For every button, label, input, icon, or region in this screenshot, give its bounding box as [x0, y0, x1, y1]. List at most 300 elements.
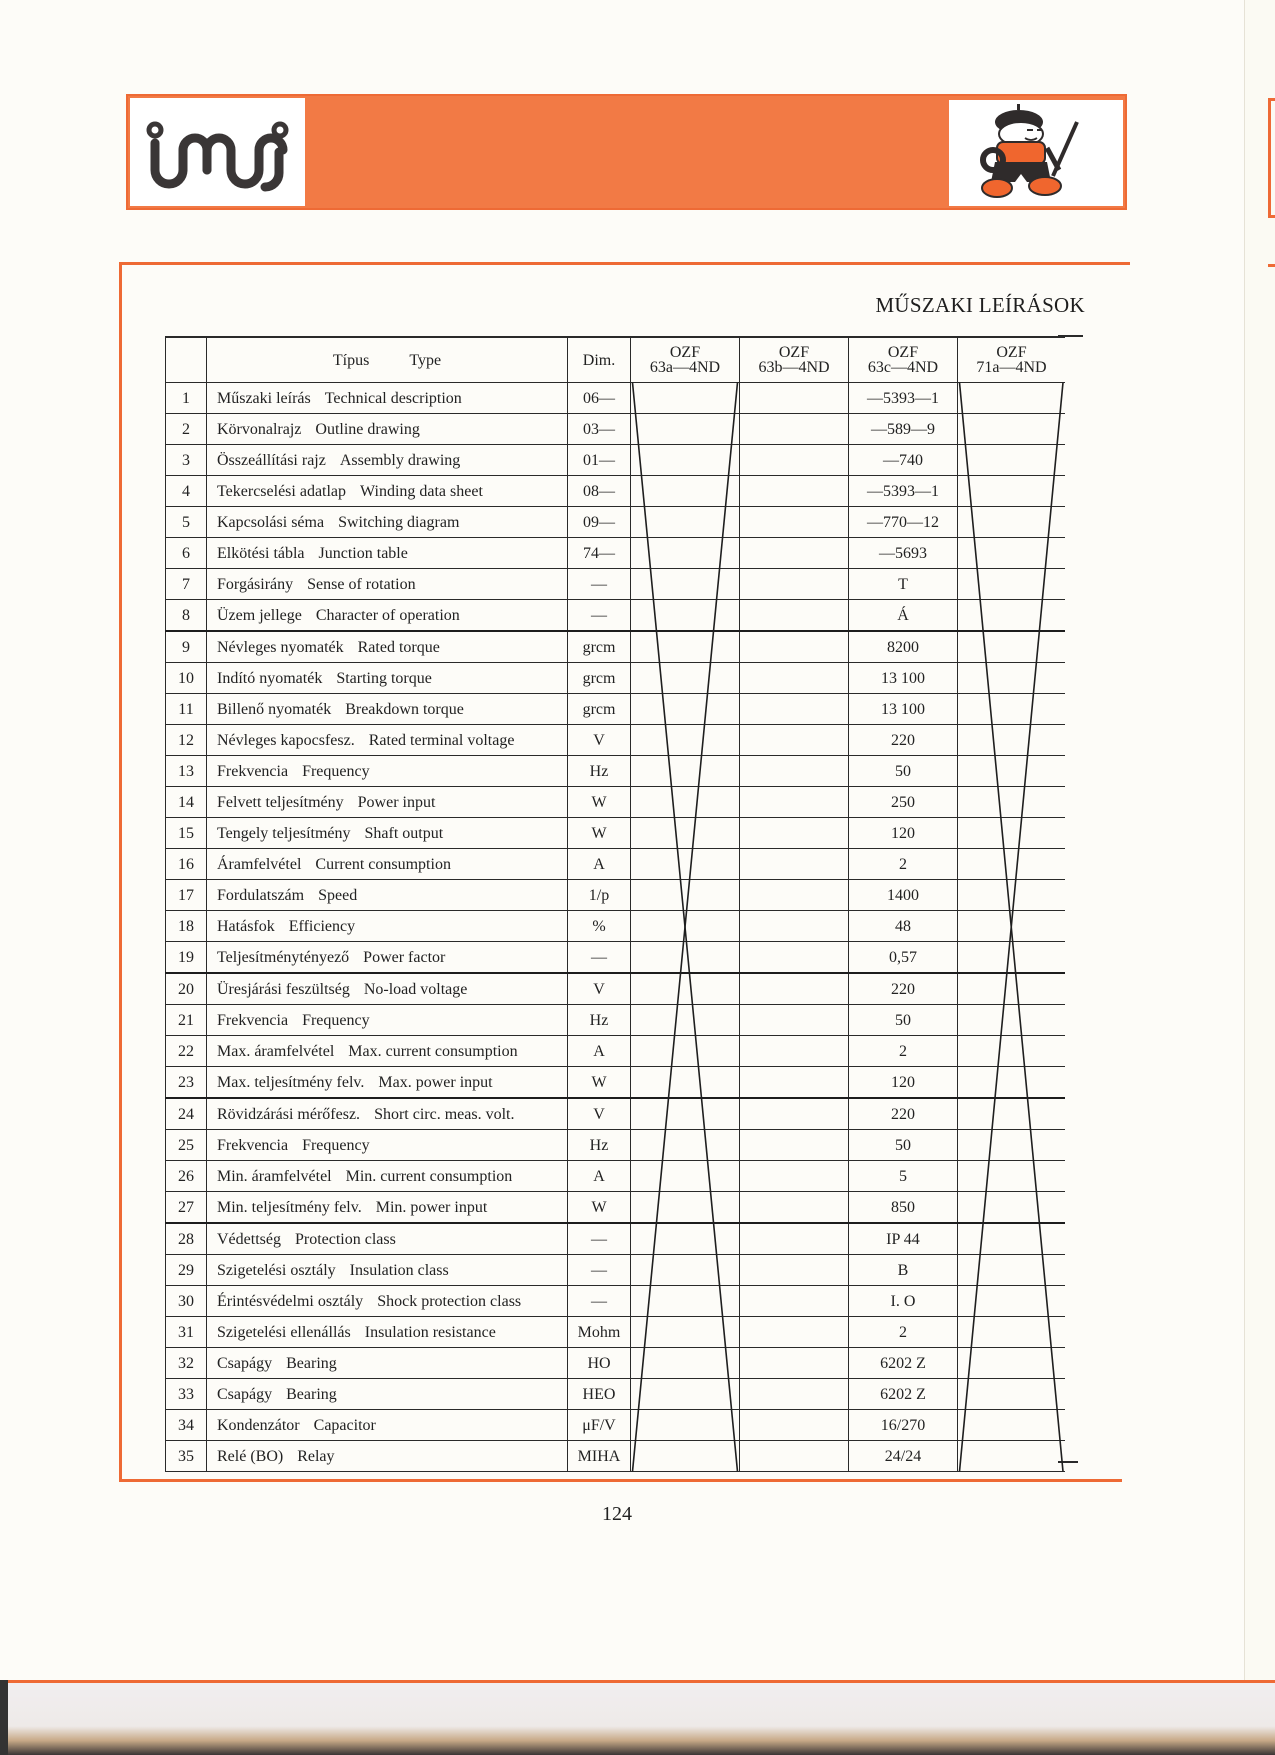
row-type: [207, 600, 568, 632]
row-type-en: Power factor: [363, 948, 446, 966]
row-value-63c: 50: [849, 1130, 958, 1161]
row-number: 32: [166, 1348, 207, 1379]
row-type-en: Min. current consumption: [345, 1167, 513, 1185]
row-number: 14: [166, 787, 207, 818]
row-type-hu: Áramfelvétel: [217, 855, 302, 873]
row-number: 9: [166, 631, 207, 663]
row-dim: W: [568, 787, 631, 818]
row-type-hu: Min. teljesítmény felv.: [217, 1198, 362, 1216]
row-number: 8: [166, 600, 207, 632]
table-row: [166, 787, 1066, 818]
row-value-63b: [740, 1067, 849, 1099]
row-value-63b: [740, 600, 849, 632]
row-value-63a: [631, 631, 740, 663]
mascot-icon: [949, 100, 1123, 206]
row-number: 25: [166, 1130, 207, 1161]
row-value-71a: [958, 1067, 1066, 1099]
row-value-63c: 50: [849, 756, 958, 787]
row-number: 22: [166, 1036, 207, 1067]
row-type: [207, 663, 568, 694]
row-dim: Hz: [568, 1005, 631, 1036]
row-dim: 08—: [568, 476, 631, 507]
row-number: 30: [166, 1286, 207, 1317]
row-value-63c: 2: [849, 1317, 958, 1348]
row-dim: MIHA: [568, 1441, 631, 1472]
row-value-63c: 220: [849, 725, 958, 756]
row-type-en: Min. power input: [375, 1198, 488, 1216]
section-title: MŰSZAKI LEÍRÁSOK: [875, 293, 1085, 317]
header-model-1-line2: 63a—4ND: [649, 359, 721, 376]
header-type: [207, 337, 568, 383]
table-bottom-rule-extension: [1058, 1461, 1078, 1463]
row-value-63a: [631, 414, 740, 445]
row-value-63a: [631, 1441, 740, 1472]
row-type-en: Frequency: [302, 1011, 370, 1029]
row-value-63b: [740, 725, 849, 756]
row-number: 11: [166, 694, 207, 725]
row-value-63b: [740, 1379, 849, 1410]
row-value-71a: [958, 1036, 1066, 1067]
row-value-63a: [631, 1379, 740, 1410]
row-type-hu: Tengely teljesítmény: [217, 824, 351, 842]
row-value-71a: [958, 1130, 1066, 1161]
row-type-en: Max. current consumption: [348, 1042, 518, 1060]
next-page-rule-edge: [1268, 264, 1275, 267]
row-type: [207, 1130, 568, 1161]
row-value-71a: [958, 600, 1066, 632]
row-value-63c: 120: [849, 818, 958, 849]
header-model-3-line2: 63c—4ND: [867, 359, 939, 376]
row-dim: HEO: [568, 1379, 631, 1410]
row-value-63b: [740, 507, 849, 538]
row-value-63a: [631, 725, 740, 756]
table-row: [166, 942, 1066, 974]
row-type-en: Junction table: [318, 544, 408, 562]
row-value-63c: —740: [849, 445, 958, 476]
row-number: 1: [166, 383, 207, 414]
row-type: [207, 507, 568, 538]
row-type: [207, 756, 568, 787]
row-type: [207, 1192, 568, 1224]
row-value-63c: 850: [849, 1192, 958, 1224]
logo-box: [130, 98, 305, 206]
row-dim: —: [568, 942, 631, 974]
table-row: [166, 849, 1066, 880]
row-value-63c: 16/270: [849, 1410, 958, 1441]
row-type-hu: Frekvencia: [217, 762, 289, 780]
row-type-en: Max. power input: [378, 1073, 493, 1091]
row-value-71a: [958, 787, 1066, 818]
row-number: 28: [166, 1223, 207, 1255]
header-model-3: [849, 337, 958, 383]
row-value-63b: [740, 1317, 849, 1348]
row-dim: 09—: [568, 507, 631, 538]
row-value-63c: Á: [849, 600, 958, 632]
row-number: 2: [166, 414, 207, 445]
row-value-63b: [740, 1255, 849, 1286]
row-value-63a: [631, 694, 740, 725]
row-value-63b: [740, 1348, 849, 1379]
row-value-63a: [631, 818, 740, 849]
row-value-63c: 2: [849, 849, 958, 880]
row-value-71a: [958, 1223, 1066, 1255]
table-row: [166, 880, 1066, 911]
row-type-en: Power input: [357, 793, 436, 811]
row-value-63b: [740, 1130, 849, 1161]
row-dim: A: [568, 849, 631, 880]
row-type: [207, 445, 568, 476]
row-number: 4: [166, 476, 207, 507]
table-body: [166, 383, 1066, 1472]
row-dim: —: [568, 1286, 631, 1317]
row-value-63c: —5393—1: [849, 476, 958, 507]
row-value-63c: B: [849, 1255, 958, 1286]
row-number: 23: [166, 1067, 207, 1099]
row-value-63b: [740, 973, 849, 1005]
row-value-63b: [740, 538, 849, 569]
row-value-63a: [631, 1036, 740, 1067]
row-number: 29: [166, 1255, 207, 1286]
table-row: [166, 1410, 1066, 1441]
row-type-hu: Védettség: [217, 1230, 281, 1248]
row-value-63c: 8200: [849, 631, 958, 663]
row-value-63c: T: [849, 569, 958, 600]
row-value-71a: [958, 1379, 1066, 1410]
row-value-63b: [740, 663, 849, 694]
header-model-4: [958, 337, 1066, 383]
row-type-en: Frequency: [302, 1136, 370, 1154]
row-type-en: Winding data sheet: [360, 482, 483, 500]
header-band: [126, 94, 1127, 210]
row-value-71a: [958, 1255, 1066, 1286]
row-number: 5: [166, 507, 207, 538]
spec-table: [165, 336, 1065, 1472]
row-value-63a: [631, 1348, 740, 1379]
row-type: [207, 1255, 568, 1286]
row-type-hu: Összeállítási rajz: [217, 451, 326, 469]
mascot-box: [949, 100, 1123, 206]
row-value-63c: I. O: [849, 1286, 958, 1317]
row-value-63b: [740, 414, 849, 445]
row-type-en: Rated torque: [357, 638, 440, 656]
row-type-en: Capacitor: [313, 1416, 376, 1434]
umi-logo-icon: [130, 98, 305, 206]
row-value-63b: [740, 1192, 849, 1224]
row-type-hu: Szigetelési ellenállás: [217, 1323, 351, 1341]
table-row: [166, 1223, 1066, 1255]
row-dim: Hz: [568, 1130, 631, 1161]
row-type-hu: Elkötési tábla: [217, 544, 305, 562]
table-row: [166, 694, 1066, 725]
row-number: 20: [166, 973, 207, 1005]
row-value-63c: 13 100: [849, 694, 958, 725]
row-value-63c: 120: [849, 1067, 958, 1099]
header-num: [166, 337, 207, 383]
row-type-hu: Névleges nyomaték: [217, 638, 344, 656]
row-value-63b: [740, 911, 849, 942]
row-type: [207, 849, 568, 880]
row-type-en: Shock protection class: [377, 1292, 522, 1310]
table-row: [166, 476, 1066, 507]
row-type-en: Outline drawing: [315, 420, 420, 438]
row-type: [207, 725, 568, 756]
row-type: [207, 942, 568, 974]
row-dim: —: [568, 600, 631, 632]
row-type-hu: Műszaki leírás: [217, 389, 311, 407]
row-dim: HO: [568, 1348, 631, 1379]
row-value-63b: [740, 787, 849, 818]
header-model-2-line1: OZF: [778, 344, 810, 361]
row-type-hu: Forgásirány: [217, 575, 294, 593]
row-value-63c: —5393—1: [849, 383, 958, 414]
row-type: [207, 787, 568, 818]
row-type-en: Shaft output: [364, 824, 444, 842]
row-type-en: Insulation resistance: [364, 1323, 496, 1341]
row-type-en: Breakdown torque: [345, 700, 464, 718]
table-row: [166, 445, 1066, 476]
row-value-71a: [958, 942, 1066, 974]
row-dim: 03—: [568, 414, 631, 445]
row-value-71a: [958, 538, 1066, 569]
table-row: [166, 1286, 1066, 1317]
row-type: [207, 1036, 568, 1067]
header-model-1-line1: OZF: [669, 344, 701, 361]
row-value-71a: [958, 414, 1066, 445]
row-value-63c: 0,57: [849, 942, 958, 974]
row-value-63c: 24/24: [849, 1441, 958, 1472]
row-value-71a: [958, 1317, 1066, 1348]
row-value-71a: [958, 1348, 1066, 1379]
row-number: 17: [166, 880, 207, 911]
row-value-71a: [958, 663, 1066, 694]
table-row: [166, 538, 1066, 569]
table-row: [166, 818, 1066, 849]
row-number: 7: [166, 569, 207, 600]
row-value-71a: [958, 694, 1066, 725]
row-value-63a: [631, 942, 740, 974]
row-value-63c: 48: [849, 911, 958, 942]
row-value-71a: [958, 383, 1066, 414]
row-value-71a: [958, 818, 1066, 849]
row-value-63c: 13 100: [849, 663, 958, 694]
content-frame-top-rule: [120, 262, 1130, 265]
row-type: [207, 911, 568, 942]
row-type: [207, 1348, 568, 1379]
row-dim: Mohm: [568, 1317, 631, 1348]
row-value-63a: [631, 569, 740, 600]
row-dim: 01—: [568, 445, 631, 476]
row-value-63c: 220: [849, 1098, 958, 1130]
row-type: [207, 1005, 568, 1036]
row-type-en: Technical description: [324, 389, 462, 407]
row-type-hu: Üresjárási feszültség: [217, 980, 350, 998]
row-value-63b: [740, 631, 849, 663]
row-value-63c: 6202 Z: [849, 1379, 958, 1410]
row-type-en: Rated terminal voltage: [368, 731, 515, 749]
row-dim: grcm: [568, 631, 631, 663]
row-type-hu: Felvett teljesítmény: [217, 793, 344, 811]
header-type-hu: Típus: [332, 351, 370, 369]
row-value-71a: [958, 507, 1066, 538]
row-dim: —: [568, 1255, 631, 1286]
table-row: [166, 1255, 1066, 1286]
row-dim: μF/V: [568, 1410, 631, 1441]
table-row: [166, 1379, 1066, 1410]
table-row: [166, 383, 1066, 414]
row-dim: W: [568, 1192, 631, 1224]
row-value-63c: 250: [849, 787, 958, 818]
row-value-63b: [740, 1005, 849, 1036]
row-value-71a: [958, 1441, 1066, 1472]
row-type-en: Sense of rotation: [307, 575, 416, 593]
row-value-63a: [631, 1005, 740, 1036]
row-value-63c: —589—9: [849, 414, 958, 445]
row-value-71a: [958, 1098, 1066, 1130]
row-value-63a: [631, 1192, 740, 1224]
row-dim: grcm: [568, 694, 631, 725]
row-dim: 74—: [568, 538, 631, 569]
row-value-63b: [740, 1161, 849, 1192]
row-value-71a: [958, 911, 1066, 942]
row-number: 13: [166, 756, 207, 787]
row-value-63a: [631, 663, 740, 694]
row-type: [207, 1067, 568, 1099]
row-value-63b: [740, 1098, 849, 1130]
row-number: 16: [166, 849, 207, 880]
row-value-63b: [740, 1286, 849, 1317]
row-value-63c: —770—12: [849, 507, 958, 538]
row-value-63c: —5693: [849, 538, 958, 569]
row-number: 31: [166, 1317, 207, 1348]
row-dim: W: [568, 818, 631, 849]
row-type-en: Assembly drawing: [339, 451, 461, 469]
row-type: [207, 1286, 568, 1317]
table-row: [166, 725, 1066, 756]
row-type: [207, 631, 568, 663]
table-row: [166, 1067, 1066, 1099]
row-type-hu: Frekvencia: [217, 1136, 289, 1154]
row-type: [207, 973, 568, 1005]
row-value-63c: 6202 Z: [849, 1348, 958, 1379]
row-value-63b: [740, 756, 849, 787]
next-page-edge: [1244, 0, 1275, 1680]
row-number: 19: [166, 942, 207, 974]
row-type-hu: Névleges kapocsfesz.: [217, 731, 355, 749]
row-dim: A: [568, 1161, 631, 1192]
row-type-en: Starting torque: [336, 669, 432, 687]
row-dim: grcm: [568, 663, 631, 694]
row-value-63b: [740, 1410, 849, 1441]
row-type: [207, 414, 568, 445]
content-frame-left-rule: [119, 262, 122, 1482]
row-type-hu: Kondenzátor: [217, 1416, 300, 1434]
row-type: [207, 1410, 568, 1441]
table-row: [166, 631, 1066, 663]
header-model-2-line2: 63b—4ND: [758, 359, 830, 376]
row-value-63a: [631, 1098, 740, 1130]
row-value-71a: [958, 1410, 1066, 1441]
row-type-en: Efficiency: [288, 917, 356, 935]
row-value-63c: 5: [849, 1161, 958, 1192]
row-type: [207, 694, 568, 725]
table-row: [166, 1441, 1066, 1472]
header-model-2: [740, 337, 849, 383]
row-number: 21: [166, 1005, 207, 1036]
header-dim: Dim.: [568, 337, 631, 383]
row-value-71a: [958, 849, 1066, 880]
table-row: [166, 1192, 1066, 1224]
row-value-63b: [740, 476, 849, 507]
row-number: 12: [166, 725, 207, 756]
row-dim: A: [568, 1036, 631, 1067]
page-number: 124: [602, 1503, 632, 1525]
row-type-en: Insulation class: [349, 1261, 449, 1279]
row-type: [207, 1098, 568, 1130]
table-row: [166, 911, 1066, 942]
table-row: [166, 663, 1066, 694]
row-type: [207, 1379, 568, 1410]
table-row: [166, 1130, 1066, 1161]
row-value-63a: [631, 1286, 740, 1317]
row-value-63a: [631, 1130, 740, 1161]
row-number: 10: [166, 663, 207, 694]
row-type-en: Switching diagram: [338, 513, 460, 531]
table-row: [166, 569, 1066, 600]
row-dim: %: [568, 911, 631, 942]
table-row: [166, 1036, 1066, 1067]
row-value-63a: [631, 849, 740, 880]
header-model-1: [631, 337, 740, 383]
row-value-71a: [958, 569, 1066, 600]
row-value-71a: [958, 1286, 1066, 1317]
row-number: 18: [166, 911, 207, 942]
row-value-71a: [958, 756, 1066, 787]
row-type-hu: Max. áramfelvétel: [217, 1042, 335, 1060]
row-value-71a: [958, 880, 1066, 911]
row-value-63a: [631, 445, 740, 476]
row-type-hu: Frekvencia: [217, 1011, 289, 1029]
row-value-63b: [740, 880, 849, 911]
row-value-63a: [631, 787, 740, 818]
table-row: [166, 1098, 1066, 1130]
row-value-63a: [631, 756, 740, 787]
table-row: [166, 1348, 1066, 1379]
row-value-63a: [631, 911, 740, 942]
row-type: [207, 538, 568, 569]
row-type-hu: Csapágy: [217, 1354, 273, 1372]
row-value-63a: [631, 880, 740, 911]
row-value-63b: [740, 1223, 849, 1255]
row-type-en: Current consumption: [315, 855, 451, 873]
row-number: 26: [166, 1161, 207, 1192]
row-number: 33: [166, 1379, 207, 1410]
row-type-en: Protection class: [294, 1230, 396, 1248]
next-page-header-edge: [1268, 98, 1275, 218]
row-value-63c: 2: [849, 1036, 958, 1067]
row-type-hu: Kapcsolási séma: [217, 513, 325, 531]
table-top-rule-extension: [1058, 335, 1083, 337]
row-value-63a: [631, 973, 740, 1005]
row-number: 6: [166, 538, 207, 569]
table-row: [166, 756, 1066, 787]
row-dim: 06—: [568, 383, 631, 414]
row-type-hu: Max. teljesítmény felv.: [217, 1073, 365, 1091]
row-number: 15: [166, 818, 207, 849]
row-value-63a: [631, 476, 740, 507]
row-type-en: Frequency: [302, 762, 370, 780]
row-number: 3: [166, 445, 207, 476]
row-type: [207, 1441, 568, 1472]
